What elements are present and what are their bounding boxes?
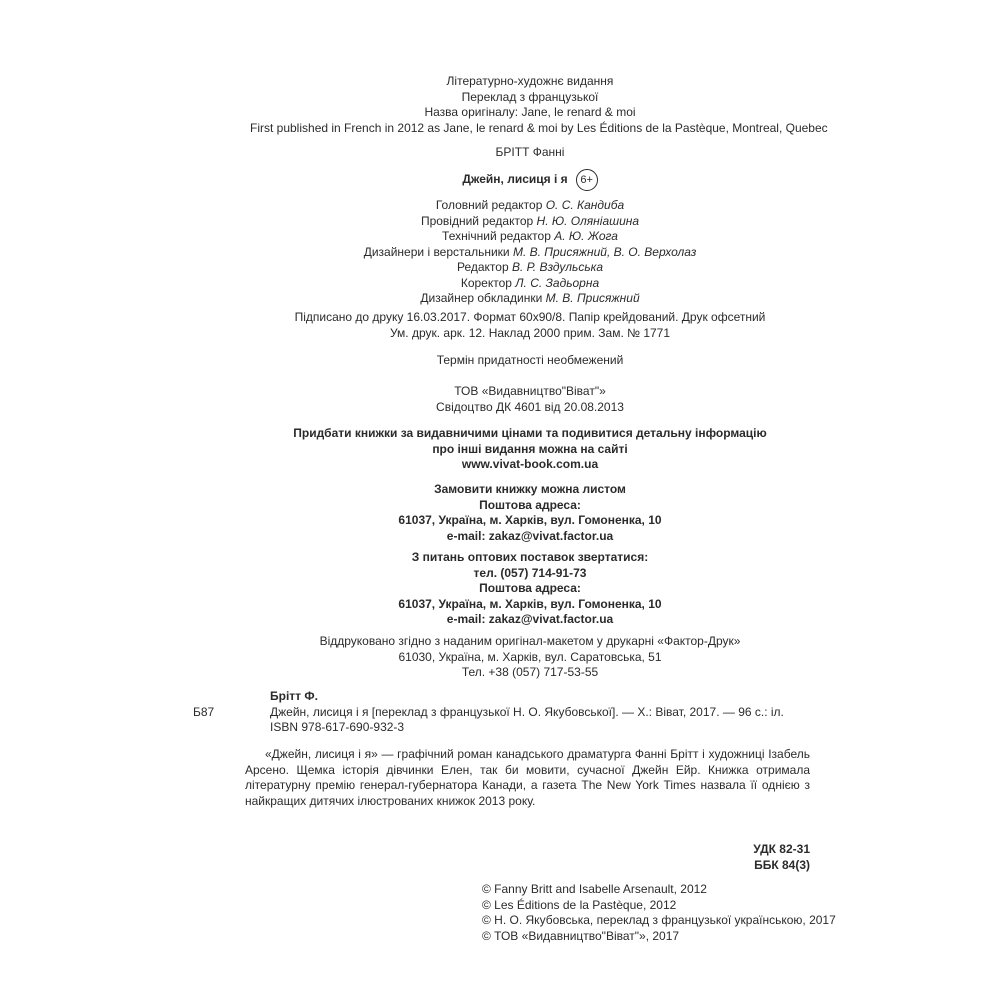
print-info-line: Підписано до друку 16.03.2017. Формат 60х90/8. Папір крейдований. Друк офсетний bbox=[294, 310, 766, 324]
copyright-line: © Les Éditions de la Pastèque, 2012 bbox=[482, 897, 677, 912]
credit-line: Дизайнер обкладинки М. В. Присяжний bbox=[420, 291, 640, 305]
edition-type: Літературно-художнє видання bbox=[446, 74, 614, 88]
book-title: Джейн, лисиця і я bbox=[462, 172, 568, 186]
credit-line: Головний редактор О. С. Кандиба bbox=[435, 198, 625, 212]
original-title: Назва оригіналу: Jane, le renard & moi bbox=[424, 105, 636, 119]
print-info bbox=[250, 310, 810, 341]
wholesale-email-link[interactable]: e-mail: zakaz@vivat.factor.ua bbox=[446, 612, 614, 626]
bbk-code: ББК 84(3) bbox=[754, 857, 810, 872]
udk-code: УДК 82-31 bbox=[753, 842, 810, 856]
credits bbox=[250, 198, 810, 307]
wholesale-phone: тел. (057) 714-91-73 bbox=[473, 565, 587, 580]
website-link[interactable]: www.vivat-book.com.ua bbox=[461, 457, 599, 471]
publisher-info bbox=[250, 384, 810, 415]
printed-by: Віддруковано згідно з наданим оригінал-макетом у друкарні «Фактор-Друк» 61030, Україна, м. Харків, вул. Саратовська, 51 Тел. +38 (057) 717-53-55 bbox=[319, 634, 741, 679]
order-email-link[interactable]: e-mail: zakaz@vivat.factor.ua bbox=[446, 528, 614, 543]
annotation: «Джейн, лисиця і я» — графічний роман канадського драматурга Фанні Брітт і художниці Ізабель Арсено. Щемка історія дівчинки Елен, так би мовити, сучасної Джейн Ейр. Книжка отримала літературну премію генерал-губернатора Канади, а газета The New York Times назвала її однією з найкращих дитячих ілюстрованих книжок 2013 року. bbox=[245, 747, 810, 808]
print-info-line: Ум. друк. арк. 12. Наклад 2000 прим. Зам. № 1771 bbox=[389, 325, 671, 340]
author-line bbox=[250, 145, 810, 161]
first-published: First published in French in 2012 as Jane, le renard & moi by Les Éditions de la Pastèque, Montreal, Quebec bbox=[250, 120, 828, 135]
copyright-line: © Н. О. Якубовська, переклад з французької українською, 2017 bbox=[482, 913, 836, 927]
credit-line: Технічний редактор А. Ю. Жога bbox=[442, 229, 618, 243]
translation-note: Переклад з французької bbox=[461, 89, 599, 104]
order-info: Замовити книжку можна листом Поштова адреса: 61037, Україна, м. Харків, вул. Гомоненка, 10 e-mail: zakaz@vivat.factor.ua bbox=[250, 482, 810, 544]
biblio-description: Джейн, лисиця і я [переклад з французької Н. О. Якубовської]. — Х.: Віват, 2017. — 96 с.: іл. bbox=[270, 704, 784, 719]
edition-info bbox=[250, 74, 828, 136]
copyright-line: © ТОВ «Видавництво"Віват"», 2017 bbox=[482, 928, 680, 943]
publisher-name: ТОВ «Видавництво"Віват"» bbox=[454, 384, 606, 398]
copyright-line: © Fanny Britt and Isabelle Arsenault, 2012 bbox=[482, 882, 707, 896]
buy-info: Придбати книжки за видавничими цінами та подивитися детальну інформацію про інші видання можна на сайті www.vivat-book.com.ua bbox=[250, 426, 810, 473]
shelf-life: Термін придатності необмежений bbox=[436, 353, 624, 367]
publisher-certificate: Свідоцтво ДК 4601 від 20.08.2013 bbox=[436, 399, 624, 414]
credit-line: Провідний редактор Н. Ю. Оляніашина bbox=[420, 213, 640, 228]
classification bbox=[753, 842, 810, 873]
credit-line: Коректор Л. С. Задьорна bbox=[460, 275, 600, 290]
biblio-isbn: ISBN 978-617-690-932-3 bbox=[270, 720, 405, 734]
author-name: БРІТТ Фанні bbox=[495, 145, 565, 159]
biblio-author: Брітт Ф. bbox=[270, 689, 318, 703]
title-line bbox=[250, 168, 810, 191]
author-code: Б87 bbox=[193, 705, 215, 719]
copyright-notices bbox=[482, 882, 836, 944]
credit-line: Редактор В. Р. Вздульська bbox=[456, 260, 603, 274]
bibliographic-record bbox=[270, 689, 810, 736]
age-rating-badge: 6+ bbox=[576, 169, 598, 191]
wholesale-info: З питань оптових поставок звертатися: тел. (057) 714-91-73 Поштова адреса: 61037, Україна, м. Харків, вул. Гомоненка, 10 e-mail: zakaz@vivat.factor.ua bbox=[250, 550, 810, 628]
credit-line: Дизайнери і верстальники М. В. Присяжний, В. О. Верхолаз bbox=[363, 244, 697, 259]
